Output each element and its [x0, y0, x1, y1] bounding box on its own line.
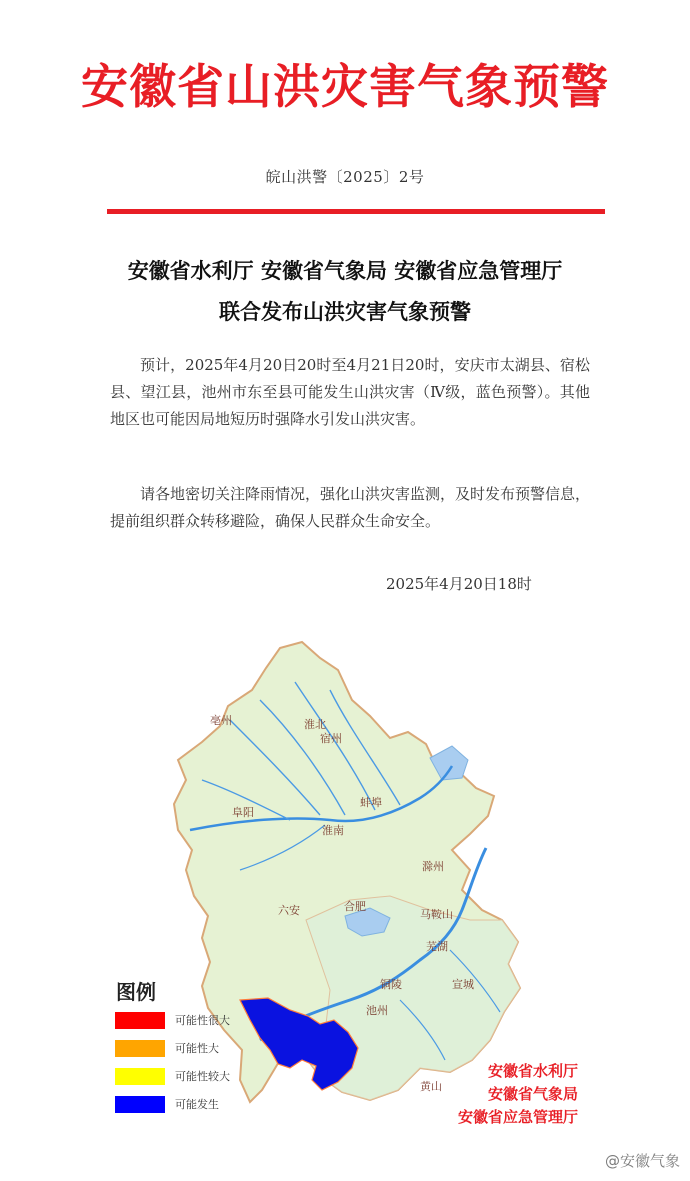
legend-label: 可能性大 — [175, 1042, 219, 1055]
city-label: 宣城 — [452, 978, 474, 991]
watermark: @安徽气象 — [604, 1152, 680, 1170]
city-label: 淮南 — [322, 824, 344, 837]
legend-swatch-yellow — [115, 1068, 165, 1085]
instruction-paragraph: 请各地密切关注降雨情况，强化山洪灾害监测，及时发布预警信息，提前组织群众转移避险，确保人民群众生命安全。 — [110, 485, 591, 530]
red-divider — [107, 209, 605, 214]
city-label: 池州 — [366, 1004, 388, 1017]
city-label: 铜陵 — [380, 978, 402, 991]
city-label: 阜阳 — [232, 806, 254, 819]
legend-swatch-orange — [115, 1040, 165, 1057]
legend-label: 可能性很大 — [175, 1014, 230, 1027]
city-label: 合肥 — [344, 900, 366, 913]
city-label: 黄山 — [420, 1080, 442, 1093]
banner-title: 安徽省山洪灾害气象预警 — [81, 60, 609, 115]
city-label: 滁州 — [422, 860, 444, 873]
heading-subject: 联合发布山洪灾害气象预警 — [219, 299, 471, 324]
forecast-paragraph: 预计，2025年4月20日20时至4月21日20时，安庆市太湖县、宿松县、望江县，池州市东至县可能发生山洪灾害（Ⅳ级，蓝色预警）。其他地区也可能因局地短历时强降水引发山洪灾害。 — [110, 356, 590, 428]
document-number: 皖山洪警〔2025〕2号 — [265, 168, 425, 186]
city-label: 马鞍山 — [420, 908, 453, 921]
issuer-meteorology: 安徽省气象局 — [487, 1085, 578, 1103]
legend-title: 图例 — [116, 980, 156, 1004]
legend-swatch-red — [115, 1012, 165, 1029]
issuer-emergency: 安徽省应急管理厅 — [457, 1108, 578, 1126]
city-label: 蚌埠 — [360, 796, 382, 809]
legend-label: 可能性较大 — [175, 1070, 230, 1083]
legend-swatch-blue — [115, 1096, 165, 1113]
city-label: 六安 — [278, 904, 300, 917]
city-label: 宿州 — [320, 732, 342, 745]
legend-label: 可能发生 — [175, 1098, 219, 1111]
issuer-water: 安徽省水利厅 — [487, 1062, 578, 1080]
heading-issuers: 安徽省水利厅 安徽省气象局 安徽省应急管理厅 — [127, 258, 563, 283]
map-issuers — [458, 1060, 578, 1129]
issue-date: 2025年4月20日18时 — [386, 575, 532, 593]
city-label: 淮北 — [304, 718, 326, 731]
city-label: 芜湖 — [426, 940, 448, 953]
city-label: 亳州 — [210, 714, 232, 727]
